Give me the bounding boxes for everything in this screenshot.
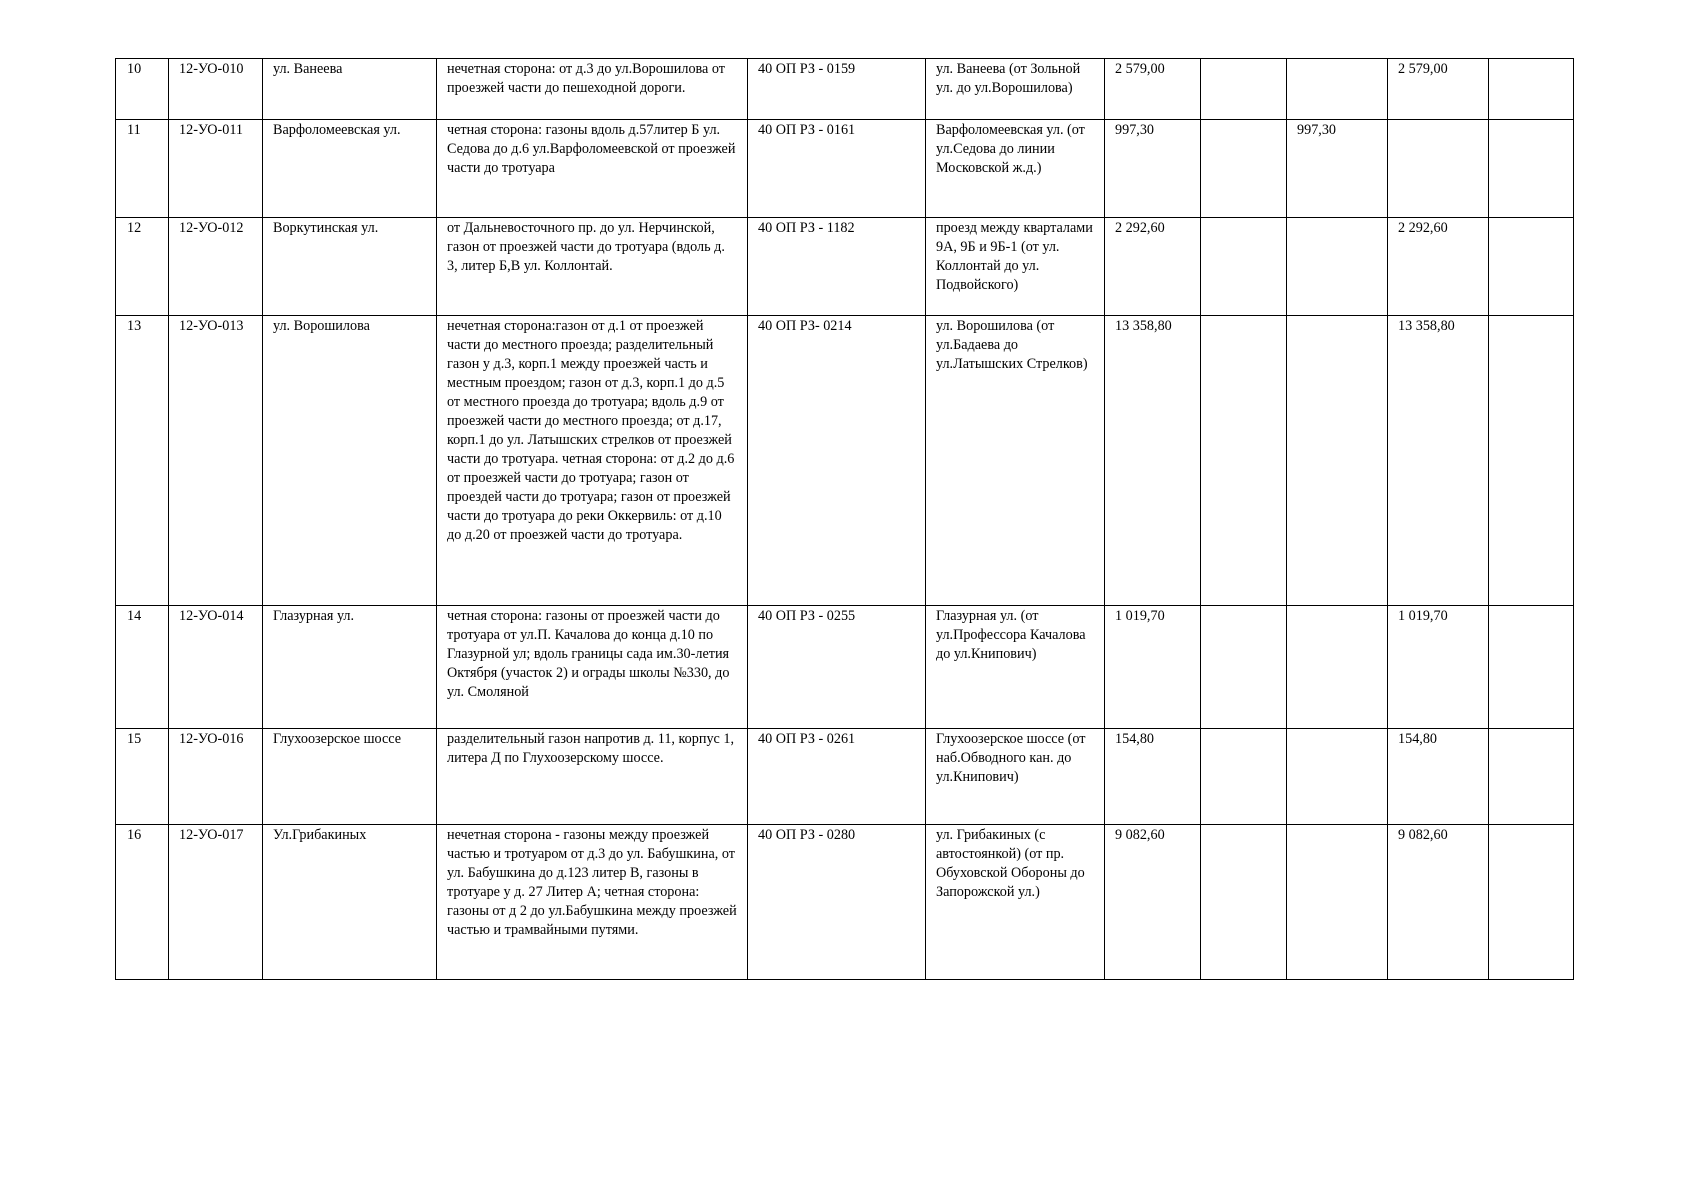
area-col-c: 1 019,70 [1388,606,1489,729]
total-area: 13 358,80 [1105,316,1201,606]
total-area: 1 019,70 [1105,606,1201,729]
object-code: 12-УО-017 [169,825,263,980]
road-id: 40 ОП РЗ- 0214 [748,316,926,606]
area-col-c: 154,80 [1388,729,1489,825]
row-number: 16 [116,825,169,980]
table-row [116,606,1574,729]
area-col-a [1201,218,1287,316]
object-code: 12-УО-013 [169,316,263,606]
location-description: нечетная сторона:газон от д.1 от проезжей части до местного проезда; разделительный газон у д.3, корп.1 между проезжей часть и местным проездом; газон от д.3, корп.1 до д.5 от местного проезда до тротуара; вдоль д.9 от проезжей части до местного проезда; от д.17, корп.1 до ул. Латышских стрелков от проезжей части до тротуара. четная сторона: от д.2 до д.6 от проезжей части до тротуара; газон от проездей части до тротуара; газон от проезжей части до тротуара до реки Оккервиль: от д.10 до д.20 от проезжей части до тротуара. [437,316,748,606]
area-col-c [1388,120,1489,218]
street-name: Варфоломеевская ул. [263,120,437,218]
road-id: 40 ОП РЗ - 0159 [748,59,926,120]
area-col-b [1287,59,1388,120]
area-col-d [1489,316,1574,606]
area-col-d [1489,606,1574,729]
table-row [116,120,1574,218]
area-col-d [1489,825,1574,980]
road-name: ул. Ванеева (от Зольной ул. до ул.Ворошилова) [926,59,1105,120]
table-row [116,59,1574,120]
object-code: 12-УО-011 [169,120,263,218]
location-description: четная сторона: газоны вдоль д.57литер Б ул. Седова до д.6 ул.Варфоломеевской от проезжей части до тротуара [437,120,748,218]
object-code: 12-УО-012 [169,218,263,316]
area-col-b [1287,218,1388,316]
area-col-b [1287,729,1388,825]
street-name: Глухоозерское шоссе [263,729,437,825]
road-id: 40 ОП РЗ - 0161 [748,120,926,218]
road-name: ул. Грибакиных (с автостоянкой) (от пр. Обуховской Обороны до Запорожской ул.) [926,825,1105,980]
green-zones-table [115,58,1574,980]
area-col-b: 997,30 [1287,120,1388,218]
area-col-c: 13 358,80 [1388,316,1489,606]
table-row [116,316,1574,606]
row-number: 11 [116,120,169,218]
area-col-d [1489,729,1574,825]
area-col-c: 2 579,00 [1388,59,1489,120]
road-id: 40 ОП РЗ - 0261 [748,729,926,825]
area-col-c: 2 292,60 [1388,218,1489,316]
location-description: от Дальневосточного пр. до ул. Нерчинской, газон от проезжей части до тротуара (вдоль д. 3, литер Б,В ул. Коллонтай. [437,218,748,316]
street-name: ул. Ворошилова [263,316,437,606]
area-col-a [1201,606,1287,729]
object-code: 12-УО-010 [169,59,263,120]
area-col-c: 9 082,60 [1388,825,1489,980]
table-row [116,825,1574,980]
table-row [116,729,1574,825]
area-col-b [1287,606,1388,729]
area-col-b [1287,825,1388,980]
row-number: 10 [116,59,169,120]
total-area: 9 082,60 [1105,825,1201,980]
road-name: Глухоозерское шоссе (от наб.Обводного кан. до ул.Книпович) [926,729,1105,825]
area-col-a [1201,120,1287,218]
area-col-d [1489,59,1574,120]
table-row [116,218,1574,316]
road-name: Глазурная ул. (от ул.Профессора Качалова до ул.Книпович) [926,606,1105,729]
row-number: 14 [116,606,169,729]
row-number: 13 [116,316,169,606]
road-name: проезд между кварталами 9А, 9Б и 9Б-1 (от ул. Коллонтай до ул. Подвойского) [926,218,1105,316]
road-id: 40 ОП РЗ - 0255 [748,606,926,729]
area-col-a [1201,825,1287,980]
total-area: 2 579,00 [1105,59,1201,120]
street-name: Глазурная ул. [263,606,437,729]
area-col-a [1201,316,1287,606]
street-name: Ул.Грибакиных [263,825,437,980]
area-col-d [1489,218,1574,316]
location-description: нечетная сторона: от д.3 до ул.Ворошилова от проезжей части до пешеходной дороги. [437,59,748,120]
area-col-a [1201,729,1287,825]
object-code: 12-УО-014 [169,606,263,729]
total-area: 2 292,60 [1105,218,1201,316]
location-description: нечетная сторона - газоны между проезжей частью и тротуаром от д.3 до ул. Бабушкина, от ул. Бабушкина до д.123 литер В, газоны в тротуаре у д. 27 Литер А; четная сторона: газоны от д 2 до ул.Бабушкина между проезжей частью и трамвайными путями. [437,825,748,980]
row-number: 12 [116,218,169,316]
row-number: 15 [116,729,169,825]
location-description: разделительный газон напротив д. 11, корпус 1, литера Д по Глухоозерскому шоссе. [437,729,748,825]
street-name: ул. Ванеева [263,59,437,120]
total-area: 154,80 [1105,729,1201,825]
location-description: четная сторона: газоны от проезжей части до тротуара от ул.П. Качалова до конца д.10 по Глазурной ул; вдоль границы сада им.30-летия Октября (участок 2) и ограды школы №330, до ул. Смоляной [437,606,748,729]
area-col-b [1287,316,1388,606]
area-col-a [1201,59,1287,120]
road-id: 40 ОП РЗ - 0280 [748,825,926,980]
object-code: 12-УО-016 [169,729,263,825]
total-area: 997,30 [1105,120,1201,218]
area-col-d [1489,120,1574,218]
road-name: ул. Ворошилова (от ул.Бадаева до ул.Латышских Стрелков) [926,316,1105,606]
road-name: Варфоломеевская ул. (от ул.Седова до линии Московской ж.д.) [926,120,1105,218]
street-name: Воркутинская ул. [263,218,437,316]
road-id: 40 ОП РЗ - 1182 [748,218,926,316]
